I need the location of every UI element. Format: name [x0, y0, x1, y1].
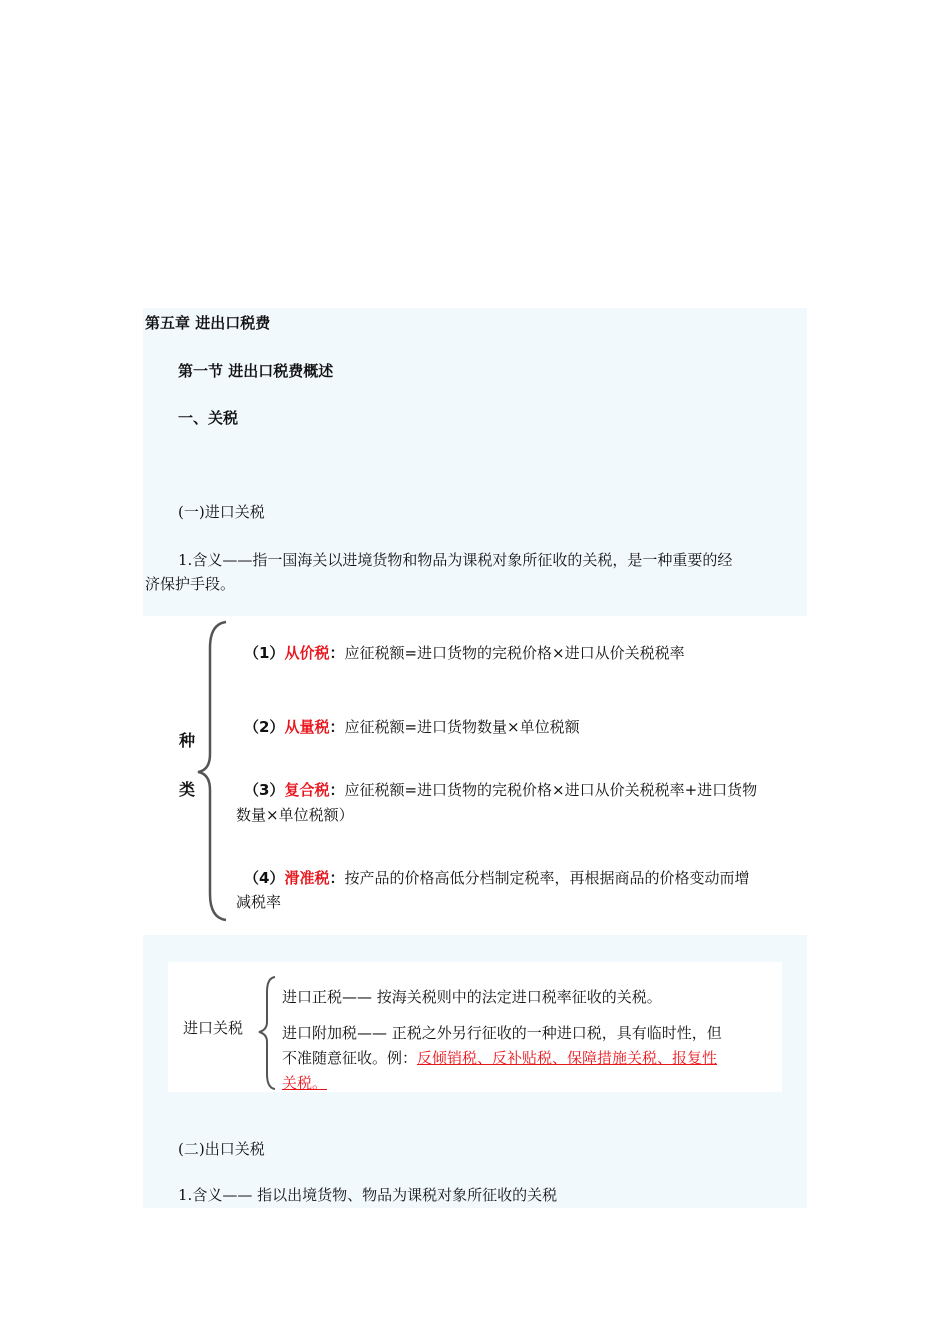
import-box-line-2: 进口附加税—— 正税之外另行征收的一种进口税，具有临时性，但	[282, 1024, 722, 1042]
types-label-2: 类	[179, 780, 196, 799]
import-tariff-definition-cont: 济保护手段。	[145, 575, 236, 593]
type-item-sliding-cont: 减税率	[236, 893, 282, 911]
import-box-brace	[255, 974, 279, 1092]
import-box-line-1: 进口正税—— 按海关税则中的法定进口税率征收的关税。	[282, 988, 662, 1006]
definition-text: 含义—— 指以出境货物、物品为课税对象所征收的关税	[192, 1186, 558, 1204]
heading-tariff: 一、关税	[178, 409, 239, 427]
chapter-title: 第五章 进出口税费	[145, 314, 271, 332]
type-name: 从价税	[284, 644, 330, 662]
type-item-ad-valorem: （1）从价税：应征税额=进口货物的完税价格×进口从价关税税率	[244, 644, 685, 662]
import-tariff-definition	[178, 548, 732, 572]
type-item-compound-cont: 数量×单位税额）	[236, 806, 354, 824]
import-box-line-4: 关税。	[282, 1074, 328, 1092]
types-brace	[190, 618, 230, 924]
type-name: 从量税	[284, 718, 330, 736]
export-tariff-definition	[178, 1183, 557, 1207]
type-name: 复合税	[284, 781, 330, 799]
export-tariff-heading: (二)出口关税	[178, 1140, 265, 1158]
type-item-specific: （2）从量税：应征税额=进口货物数量×单位税额	[244, 718, 580, 736]
section-title: 第一节 进出口税费概述	[178, 362, 334, 380]
types-label-1: 种	[179, 731, 196, 750]
type-name: 滑准税	[284, 869, 330, 887]
definition-number: 1.	[178, 551, 193, 569]
definition-number: 1.	[178, 1186, 193, 1204]
import-tariff-heading: (一)进口关税	[178, 503, 265, 521]
definition-text: 含义——指一国海关以进境货物和物品为课税对象所征收的关税，是一种重要的经	[192, 551, 733, 569]
examples-red: 反倾销税、反补贴税、保障措施关税、报复性	[417, 1049, 718, 1067]
import-box-line-3: 不准随意征收。例：反倾销税、反补贴税、保障措施关税、报复性	[282, 1049, 718, 1067]
type-item-compound: （3）复合税：应征税额=进口货物的完税价格×进口从价关税税率+进口货物	[244, 781, 758, 799]
type-item-sliding: （4）滑准税：按产品的价格高低分档制定税率，再根据商品的价格变动而增	[244, 869, 750, 887]
import-box-label: 进口关税	[183, 1019, 244, 1037]
